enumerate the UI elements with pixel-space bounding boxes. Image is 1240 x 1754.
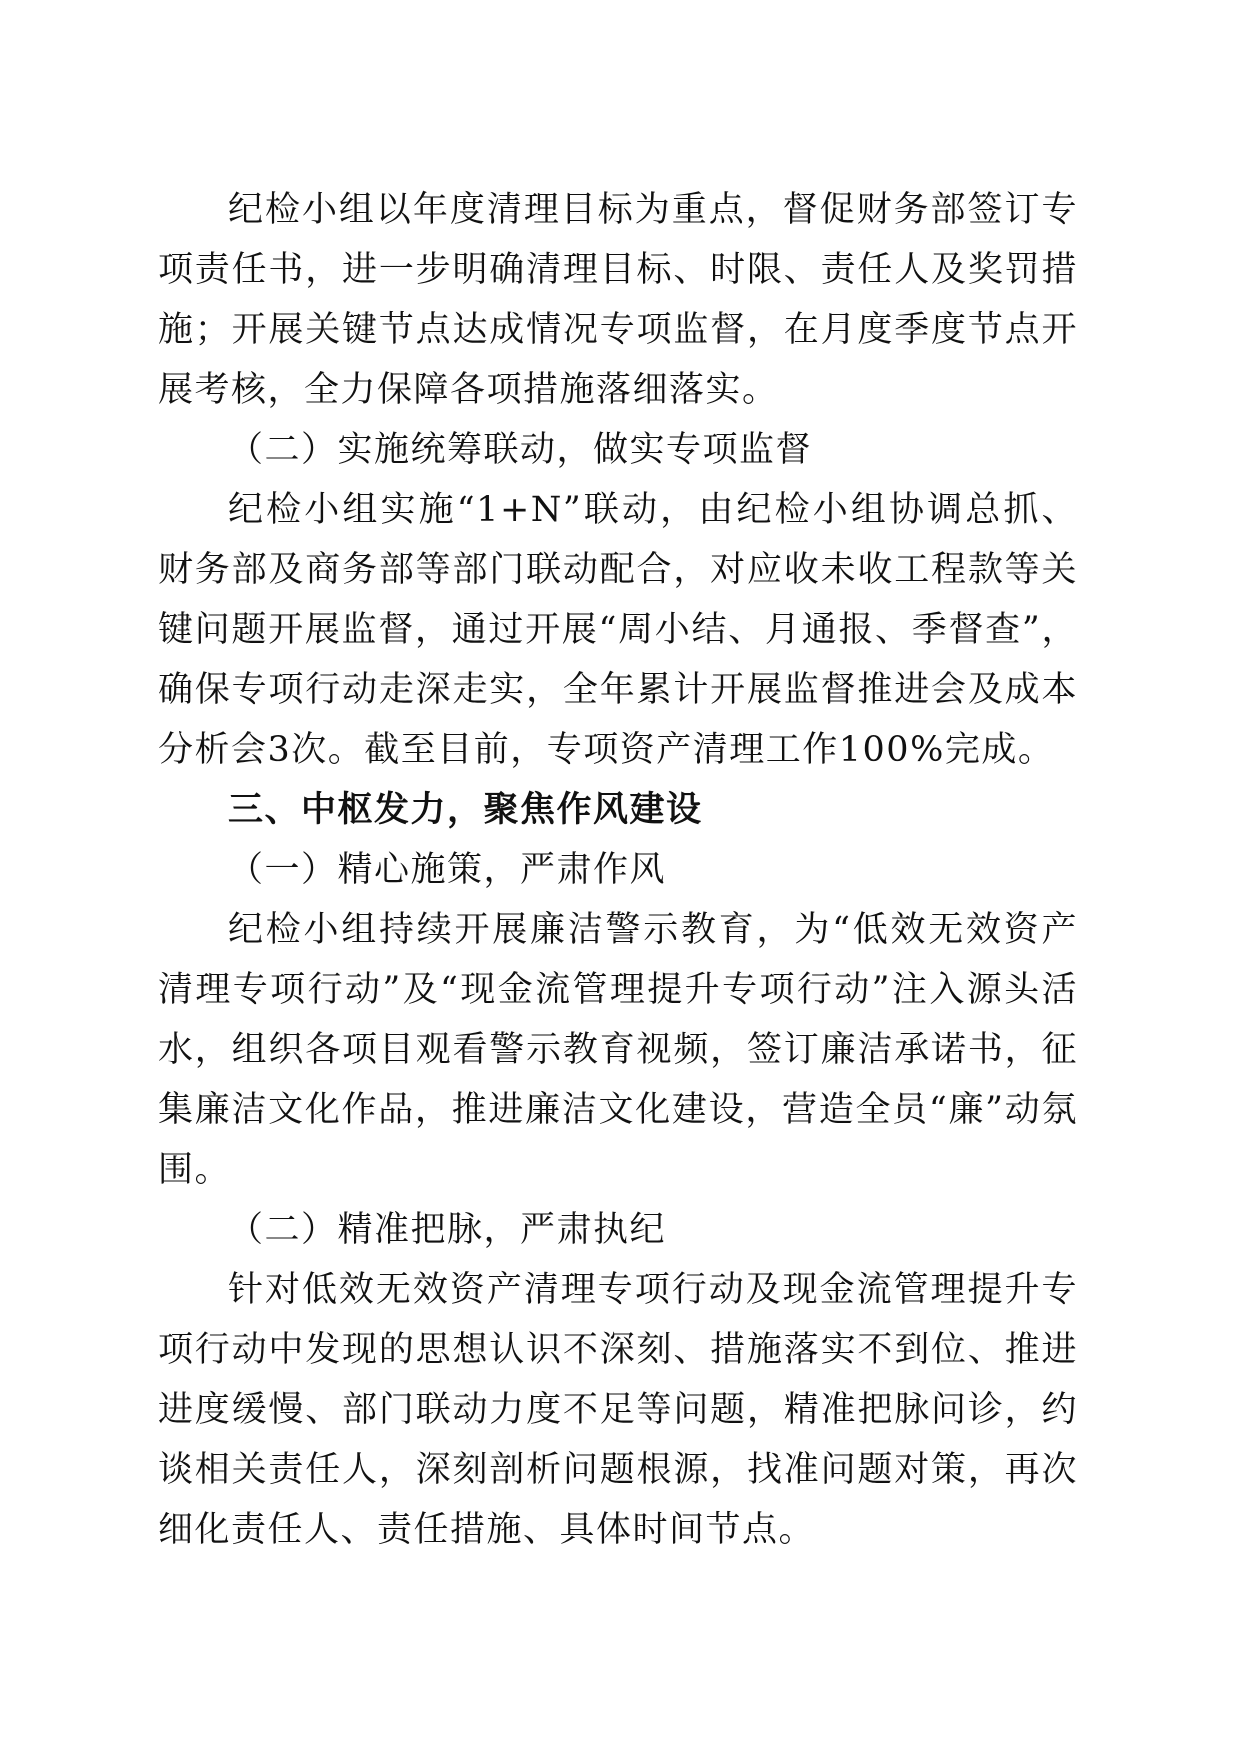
subheading-strict-discipline: （二）精准把脉，严肃执纪 <box>228 1210 667 1250</box>
document-body <box>158 180 1078 1560</box>
paragraph-integrity-education: 纪检小组持续开展廉洁警示教育，为“低效无效资产清理专项行动”及“现金流管理提升专项行动”注入源头活水，组织各项目观看警示教育视频，签订廉洁承诺书，征集廉洁文化作品，推进廉洁文化建设，营造全员“廉”动氛围。 <box>158 910 1078 1190</box>
paragraph-discipline: 针对低效无效资产清理专项行动及现金流管理提升专项行动中发现的思想认识不深刻、措施落实不到位、推进进度缓慢、部门联动力度不足等问题，精准把脉问诊，约谈相关责任人，深刻剖析问题根源，找准问题对策，再次细化责任人、责任措施、具体时间节点。 <box>158 1270 1078 1550</box>
subheading-coordination: （二）实施统筹联动，做实专项监督 <box>228 430 813 470</box>
subheading-strict-style: （一）精心施策，严肃作风 <box>228 850 667 890</box>
paragraph-coordination: 纪检小组实施“1+N”联动，由纪检小组协调总抓、财务部及商务部等部门联动配合，对应收未收工程款等关键问题开展监督，通过开展“周小结、月通报、季督查”，确保专项行动走深走实，全年累计开展监督推进会及成本分析会3次。截至目前，专项资产清理工作100%完成。 <box>158 490 1078 770</box>
paragraph-assessment: 纪检小组以年度清理目标为重点，督促财务部签订专项责任书，进一步明确清理目标、时限、责任人及奖罚措施；开展关键节点达成情况专项监督，在月度季度节点开展考核，全力保障各项措施落细落实。 <box>158 190 1078 410</box>
section-heading-work-style: 三、中枢发力，聚焦作风建设 <box>228 790 703 830</box>
